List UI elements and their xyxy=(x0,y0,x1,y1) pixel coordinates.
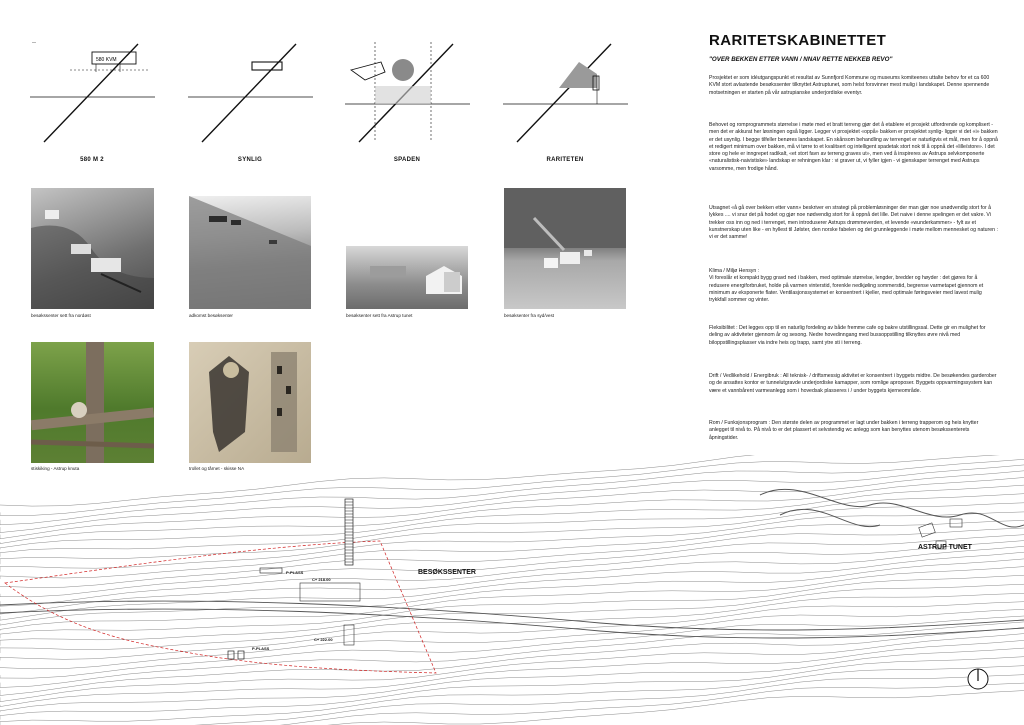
sketch-label-synlig: SYNLIG xyxy=(237,157,263,163)
contour-line xyxy=(0,520,1024,579)
photo-caption-trollet: trollet og tårnet - skisse NA xyxy=(189,466,245,471)
sketch-580m2-tag: 580 KVM xyxy=(96,57,117,63)
sketch-synlig xyxy=(188,42,313,152)
contour-line xyxy=(0,485,1024,549)
contour-line xyxy=(0,559,1024,625)
contour-line xyxy=(0,512,1024,572)
render-caption-sydvest: besøksenter fra syd/vest xyxy=(504,313,555,318)
contour-line xyxy=(0,609,1024,669)
contour-line xyxy=(0,602,1024,661)
sketch-label-spaden: SPADEN xyxy=(393,157,421,163)
plan-label-astrup-tunet: ASTRUP TUNET xyxy=(918,544,972,551)
contour-line xyxy=(0,593,1024,653)
sketch-580m2 xyxy=(30,42,155,152)
contour-line xyxy=(0,628,1024,696)
sketch-label-580m2: 580 M 2 xyxy=(80,157,104,163)
contour-line xyxy=(0,640,1024,706)
plan-label-pplass-upper: P-PLASS xyxy=(286,570,304,575)
render-astrup-tunet xyxy=(346,246,468,309)
contour-line xyxy=(0,535,1024,597)
paragraph-program: Rom / Funksjonsprogram : Den største delen av programmet er lagt under bakken i terreng trapperom og heis knytter anlegget til nivå to. På nivå to er det plassert et selvstendig wc anlegg som kan benyttes utenom besøkssenterets åpningstider. xyxy=(709,420,979,441)
render-caption-northeast: besøkssenter sett fra nordøst xyxy=(31,313,91,318)
render-caption-adkomst: adkomst besøksenter xyxy=(189,313,233,318)
contour-line xyxy=(0,567,1024,631)
render-northeast xyxy=(31,188,154,309)
contour-line xyxy=(0,503,1024,564)
render-caption-astrup-tunet: besøksenter sett fra Astrup tunet xyxy=(346,313,413,318)
plan-label-elev-lower: C+ 222.00 xyxy=(314,637,333,642)
paragraph-climate: Klima / Miljø Hensyn : Vi foreslår et kompakt bygg gravd ned i bakken, med optimale størrelse, lengder, bredder og høyder : det gjøres for å redusere energiforbruket, holde på varmen vinterstid, forenkle nedkjøling sommerstid, begrense varmetapet gjennom et minimum av eksponerte flater. Ventilasjonssystemet er konsentrert i kjeller, med optimale føringsveier med lavest mulig trykkfall sommer og vinter. xyxy=(709,268,984,304)
paragraph-terrain: Behovet og romprogrammets størrelse i møte med et bratt terreng gjør det å etablere et prosjekt utfordrende og komplisert - men det er akkurat her løsningen også ligger. Legger vi prosjektet «oppå» bakken er prosjektet synlig- ligger vi det «i» bakken er det usynlig. I begge tilfeller benøres landskapet. En skånsom behandling av terrenget er naturligvis et mål, men for å oppnå et redigert minimum over bakken, må vi tørre to et kvalitsert og intelligent spadetak stort nok til å oppnå det «lille/store». I det store og hele er inngrepet radikalt, «et stort favn av terreng graves ut», men ved å inspireres av Astrups selvkomponerte «naturalistisk-naivistiske» landskap er rehningen klar : vi graver ut, vi fyller igjen - vi gjenskaper terrenget med Astrups varsomme, men frodige hånd. xyxy=(709,122,998,172)
page-subtitle: "OVER BEKKEN ETTER VANN / NNAV RETTE NEKKEB REVO" xyxy=(709,56,893,63)
sketch-spaden xyxy=(345,42,470,152)
contour-line xyxy=(0,675,1024,725)
contour-line xyxy=(0,666,1024,725)
render-sydvest xyxy=(504,188,626,309)
photo-caption-stiskiking: stiskiking - Astrup knuta xyxy=(31,466,80,471)
contour-line xyxy=(0,528,1024,587)
render-adkomst xyxy=(189,196,311,309)
contour-line xyxy=(0,683,1024,725)
sketch-rariteten xyxy=(503,42,628,152)
plan-label-pplass-lower: P-PLASS xyxy=(252,646,270,651)
plan-label-elev-upper: C+ 218.00 xyxy=(312,577,331,582)
site-plan xyxy=(0,455,1024,725)
page-title: RARITETSKABINETTET xyxy=(709,32,887,49)
plan-label-besokssenter: BESØKSSENTER xyxy=(418,569,476,576)
paragraph-operations: Drift / Vedlikehold / Energibruk : All teknisk- / driftsmessig aktivitet er konsentrert i byggets midtre. De besøkendes garderober og de ansattes kontor er tunnelutgravde underjordiske kamapper, som romlige aproposer. Byggets oppvarmingssystem kan være et vannbårent varmeanlegg som i hovedsak plasseres i / under byggets kjerneområde. xyxy=(709,373,997,394)
paragraph-intro: Prosjektet er som idéutgangspunkt et resultat av Sunnfjord Kommune og museums komiteenes uttalte behov for et ca 600 KVM stort avlastende besøkssenter tilknyttet Astruptunet, som helst forsvinner mest mulig i landskapet. Denne spennende motsetningen er starten på vår astrupianske underjordiske eventyr. xyxy=(709,75,990,96)
photo-trollet-sketch xyxy=(189,342,311,463)
contour-line xyxy=(0,648,1024,712)
contour-line xyxy=(0,478,1024,544)
contour-line xyxy=(0,455,1024,506)
sketch-label-rariteten: RARITETEN xyxy=(546,157,584,163)
paragraph-flexibility: Fleksibilitet : Det legges opp til en naturlig fordeling av både fremme cafe og bakre utstillingssal. Dette gir en mulighet for deling av aktiviteter gjennom år og sesong. Nedre hovedinngang med bussoppstilling tilknyttes øvre nivå med biloppstillingsplasser via indre heis og trapp, samt ytre sti i terreng. xyxy=(709,325,986,346)
paragraph-strategy: Utsagnet «å gå over bekken etter vann» beskriver en strategi på problemløsninger der man gjør noe unødvendig stort for å lykkes .... vi snur det på hodet og gjør noe nødvendig stort for å oppnå det lille. Det naive i denne spelingen er det vakre. Vi trekker oss inn og ned i terrenget, men introduserer Astrups drømmeverden, et levende «wunderkammer» - fylt av et kunstnerskap uten like - en hyllest til Jølster, den norske fabelen og det grunnleggende i møte mellom mennesket og naturen : vi er det samme! xyxy=(709,205,998,241)
photo-stiskiking xyxy=(31,342,154,463)
contour-line xyxy=(0,616,1024,678)
contour-line xyxy=(0,634,1024,702)
